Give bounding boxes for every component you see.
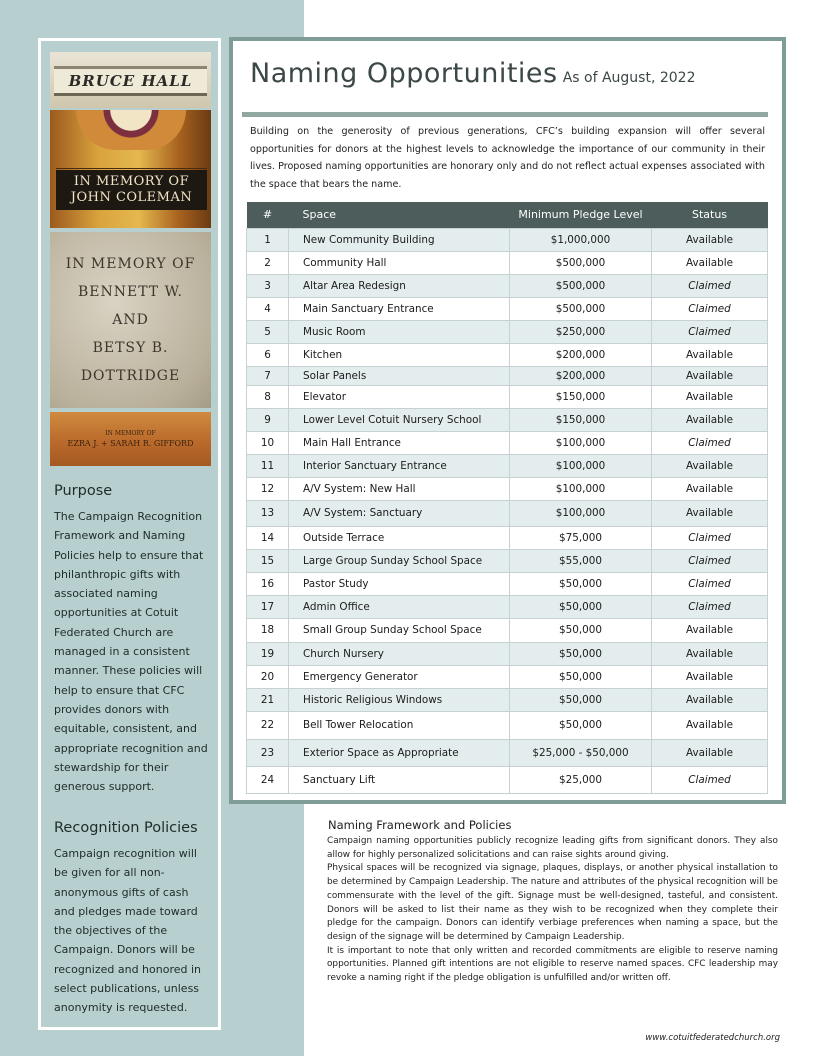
row-number: 15: [247, 549, 289, 572]
row-status: Available: [652, 688, 768, 711]
row-pledge-level: $150,000: [510, 408, 652, 431]
row-space: Music Room: [289, 320, 510, 343]
row-number: 1: [247, 228, 289, 251]
stone-line: BETSY B.: [92, 340, 169, 356]
row-space: Lower Level Cotuit Nursery School: [289, 408, 510, 431]
table-row: [247, 739, 768, 766]
row-space: Small Group Sunday School Space: [289, 618, 510, 642]
row-status: Claimed: [652, 526, 768, 549]
row-space: Pastor Study: [289, 572, 510, 595]
table-header-row: [247, 202, 768, 228]
row-number: 10: [247, 431, 289, 454]
row-space: Main Sanctuary Entrance: [289, 297, 510, 320]
row-space: Admin Office: [289, 595, 510, 618]
bruce-hall-sign-text: BRUCE HALL: [54, 66, 207, 96]
photo-wood-plaque: [50, 412, 211, 466]
row-status: Available: [652, 251, 768, 274]
photo-bruce-hall-sign: [50, 52, 211, 108]
header-space: Space: [289, 202, 510, 228]
table-row: [247, 572, 768, 595]
row-number: 7: [247, 366, 289, 385]
row-status: Claimed: [652, 766, 768, 793]
row-pledge-level: $100,000: [510, 431, 652, 454]
row-pledge-level: $55,000: [510, 549, 652, 572]
row-space: New Community Building: [289, 228, 510, 251]
recognition-text: Campaign recognition will be given for all non-anonymous gifts of cash and pledges made toward the objectives of the Campaign. Donors will be recognized and honored in select publications, unless anonymity is requested.: [54, 847, 202, 1015]
row-status: Available: [652, 711, 768, 739]
window-plaque: [56, 170, 207, 210]
framework-text: [327, 835, 778, 986]
row-pledge-level: $50,000: [510, 595, 652, 618]
table-row: [247, 642, 768, 665]
row-number: 4: [247, 297, 289, 320]
row-status: Claimed: [652, 320, 768, 343]
footer-website-url: www.cotuitfederatedchurch.org: [645, 1033, 780, 1043]
row-space: Solar Panels: [289, 366, 510, 385]
row-pledge-level: $500,000: [510, 274, 652, 297]
row-number: 5: [247, 320, 289, 343]
page-title: [250, 58, 696, 89]
row-pledge-level: $100,000: [510, 500, 652, 526]
table-row: [247, 477, 768, 500]
row-status: Available: [652, 228, 768, 251]
row-number: 9: [247, 408, 289, 431]
table-row: [247, 711, 768, 739]
row-pledge-level: $50,000: [510, 665, 652, 688]
row-status: Claimed: [652, 572, 768, 595]
row-space: Church Nursery: [289, 642, 510, 665]
framework-paragraph: Campaign naming opportunities publicly recognize leading gifts from significant donors. They also allow for highly personalized solicitations and can raise sights around giving.: [327, 836, 778, 860]
table-row: [247, 385, 768, 408]
wood-plaque-line-2: EZRA J. + SARAH R. GIFFORD: [67, 439, 194, 448]
row-number: 13: [247, 500, 289, 526]
row-status: Available: [652, 385, 768, 408]
table-row: [247, 526, 768, 549]
table-row: [247, 297, 768, 320]
title-divider: [242, 112, 768, 117]
window-lead-line: [56, 168, 207, 169]
row-space: Main Hall Entrance: [289, 431, 510, 454]
row-number: 2: [247, 251, 289, 274]
wood-plaque-line-1: IN MEMORY OF: [105, 430, 156, 437]
header-amount: Minimum Pledge Level: [510, 202, 652, 228]
row-pledge-level: $25,000: [510, 766, 652, 793]
row-pledge-level: $50,000: [510, 711, 652, 739]
table-row: [247, 274, 768, 297]
row-number: 24: [247, 766, 289, 793]
table-row: [247, 618, 768, 642]
naming-opportunities-table: [246, 202, 768, 794]
row-pledge-level: $200,000: [510, 343, 652, 366]
row-space: Outside Terrace: [289, 526, 510, 549]
row-space: Large Group Sunday School Space: [289, 549, 510, 572]
table-row: [247, 665, 768, 688]
row-number: 6: [247, 343, 289, 366]
row-pledge-level: $100,000: [510, 454, 652, 477]
row-space: Sanctuary Lift: [289, 766, 510, 793]
photo-stained-glass-plaque: [50, 110, 211, 228]
intro-paragraph: Building on the generosity of previous generations, CFC’s building expansion will offer several opportunities for donors at the highest levels to acknowledge the importance of our community in their lives. Proposed naming opportunities are honorary only and do not reflect actual expenses associated with the space that bears the name.: [250, 126, 765, 190]
row-pledge-level: $50,000: [510, 688, 652, 711]
row-number: 21: [247, 688, 289, 711]
framework-paragraph: It is important to note that only written and recorded commitments are eligible to reserve naming opportunities. Planned gift intentions are not eligible to reserve named spaces. CFC leadership may revoke a naming right if the pledge obligation is unfulfilled and/or written off.: [327, 945, 778, 984]
row-status: Available: [652, 739, 768, 766]
photo-stone-inscription: [50, 232, 211, 408]
row-pledge-level: $50,000: [510, 642, 652, 665]
row-pledge-level: $25,000 - $50,000: [510, 739, 652, 766]
row-number: 8: [247, 385, 289, 408]
row-space: Exterior Space as Appropriate: [289, 739, 510, 766]
row-pledge-level: $500,000: [510, 251, 652, 274]
row-space: Emergency Generator: [289, 665, 510, 688]
row-space: Interior Sanctuary Entrance: [289, 454, 510, 477]
stone-line: DOTTRIDGE: [80, 368, 181, 384]
page-title-date: As of August, 2022: [562, 70, 696, 86]
row-number: 18: [247, 618, 289, 642]
row-pledge-level: $75,000: [510, 526, 652, 549]
row-pledge-level: $150,000: [510, 385, 652, 408]
row-status: Available: [652, 366, 768, 385]
row-number: 11: [247, 454, 289, 477]
table-row: [247, 408, 768, 431]
table-row: [247, 549, 768, 572]
row-number: 3: [247, 274, 289, 297]
table-row: [247, 251, 768, 274]
page-title-main: Naming Opportunities: [250, 58, 558, 89]
purpose-text: The Campaign Recognition Framework and Naming Policies help to ensure that philanthropic gifts with associated naming opportunities at Cotuit Federated Church are managed in a consistent manner. These policies will help to ensure that CFC provides donors with equitable, consistent, and appropriate recognition and stewardship for their generous support.: [54, 510, 208, 794]
row-pledge-level: $250,000: [510, 320, 652, 343]
row-number: 20: [247, 665, 289, 688]
stone-line: AND: [112, 312, 149, 328]
row-space: Kitchen: [289, 343, 510, 366]
row-number: 17: [247, 595, 289, 618]
row-status: Claimed: [652, 595, 768, 618]
table-row: [247, 343, 768, 366]
framework-paragraph: Physical spaces will be recognized via signage, plaques, displays, or another physical installation to be determined by Campaign Leadership. The nature and attributes of the physical recognition will be commensurate with the level of the gift. Signage must be well-designed, tasteful, and consistent. Donors will be asked to list their name as they wish to be recognized when they complete their pledge for the campaign. Donors can identify verbiage preferences when naming a space, but the design of the signage will be determined by Campaign Leadership.: [327, 863, 778, 942]
row-status: Available: [652, 343, 768, 366]
row-status: Claimed: [652, 297, 768, 320]
framework-title: Naming Framework and Policies: [328, 818, 512, 832]
row-status: Claimed: [652, 549, 768, 572]
stone-line: BENNETT W.: [77, 284, 183, 300]
row-pledge-level: $50,000: [510, 572, 652, 595]
row-number: 22: [247, 711, 289, 739]
row-number: 14: [247, 526, 289, 549]
window-plaque-line-2: JOHN COLEMAN: [70, 190, 193, 205]
header-number: #: [247, 202, 289, 228]
table-row: [247, 766, 768, 793]
row-status: Claimed: [652, 431, 768, 454]
row-status: Claimed: [652, 274, 768, 297]
row-status: Available: [652, 454, 768, 477]
row-pledge-level: $200,000: [510, 366, 652, 385]
recognition-heading: Recognition Policies: [54, 820, 198, 836]
row-space: Bell Tower Relocation: [289, 711, 510, 739]
window-plaque-line-1: IN MEMORY OF: [73, 174, 190, 189]
row-status: Available: [652, 665, 768, 688]
table-row: [247, 431, 768, 454]
row-pledge-level: $1,000,000: [510, 228, 652, 251]
row-number: 19: [247, 642, 289, 665]
row-number: 23: [247, 739, 289, 766]
row-space: A/V System: New Hall: [289, 477, 510, 500]
table-row: [247, 688, 768, 711]
header-status: Status: [652, 202, 768, 228]
table-row: [247, 320, 768, 343]
row-status: Available: [652, 477, 768, 500]
table-row: [247, 500, 768, 526]
purpose-heading: Purpose: [54, 483, 113, 499]
row-pledge-level: $100,000: [510, 477, 652, 500]
row-space: Altar Area Redesign: [289, 274, 510, 297]
table-body: [247, 228, 768, 793]
stained-glass-arch: [76, 110, 186, 150]
table-row: [247, 228, 768, 251]
row-status: Available: [652, 500, 768, 526]
row-space: A/V System: Sanctuary: [289, 500, 510, 526]
row-status: Available: [652, 408, 768, 431]
row-space: Community Hall: [289, 251, 510, 274]
row-space: Elevator: [289, 385, 510, 408]
row-number: 12: [247, 477, 289, 500]
table-row: [247, 595, 768, 618]
table-row: [247, 454, 768, 477]
row-status: Available: [652, 618, 768, 642]
row-pledge-level: $500,000: [510, 297, 652, 320]
row-status: Available: [652, 642, 768, 665]
row-pledge-level: $50,000: [510, 618, 652, 642]
row-number: 16: [247, 572, 289, 595]
stone-line: IN MEMORY OF: [65, 256, 196, 272]
table-row: [247, 366, 768, 385]
row-space: Historic Religious Windows: [289, 688, 510, 711]
